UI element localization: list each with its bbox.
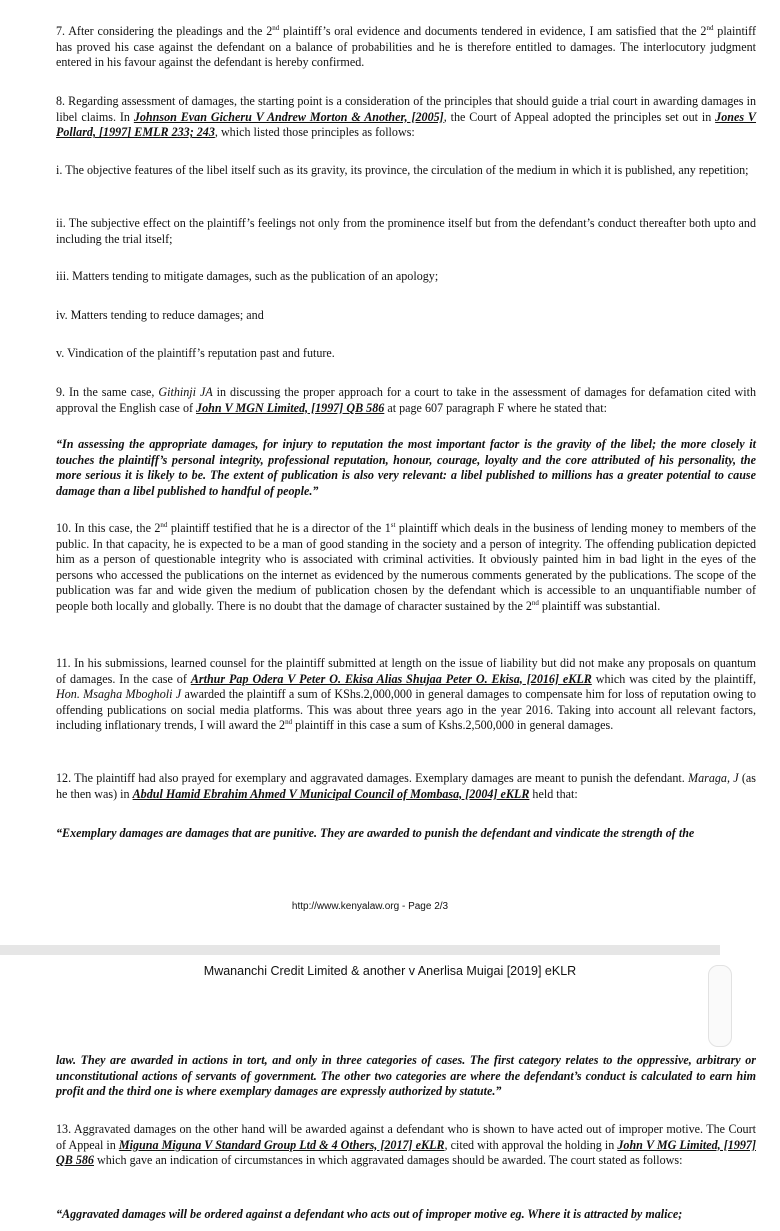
para-9: 9. In the same case, Githinji JA in discussing the proper approach for a court to take in the assessment of damages for defamation cited with approval the English case of John V MGN Limited, [1997] QB 586 at page 607 paragraph F where he stated that: [56,385,756,415]
document-page-3 [0,955,756,1231]
quote-aggravated-damages: “Aggravated damages will be ordered against a defendant who acts out of improper motive eg. Where it is attracted by malice; [56,1207,683,1221]
page-separator [0,945,720,955]
para-8: 8. Regarding assessment of damages, the starting point is a consideration of the principles that should guide a trial court in awarding damages in libel claims. In Johnson Evan Gicheru V Andrew Morton & Another, [2005], the Court of Appeal adopted the principles set out in Jones V Pollard, [1997] EMLR 233; 243, which listed those principles as follows: [56,94,757,140]
footer-page-number: Page 2/3 [408,901,449,912]
footer-url[interactable]: http://www.kenyalaw.org [291,901,400,912]
principle-item-iv: iv. Matters tending to reduce damages; and [56,308,264,322]
principle-item-v: v. Vindication of the plaintiff’s reputation past and future. [56,346,335,360]
principle-item-iii: iii. Matters tending to mitigate damages, such as the publication of an apology; [56,269,439,283]
case-link-john-v-mgn[interactable]: John V MGN Limited, [1997] QB 586 [196,400,385,415]
case-link-john-v-mg[interactable]: John V MG Limited, [1997] QB 586 [56,1137,756,1168]
case-link-arthur-pap-odera[interactable]: Arthur Pap Odera V Peter O. Ekisa Alias Shujaa Peter O. Ekisa, [2016] eKLR [190,671,592,686]
case-link-abdul-hamid-v-mombasa[interactable]: Abdul Hamid Ebrahim Ahmed V Municipal Council of Mombasa, [2004] eKLR [132,786,530,801]
case-link-jones-v-pollard[interactable]: Jones V Pollard, [1997] EMLR 233; 243 [56,109,757,140]
quote-john-v-mgn: “In assessing the appropriate damages, for injury to reputation the most important factor is the gravity of the libel; the more closely it touches the plaintiff’s personal integrity, professional reputation, honour, courage, loyalty and the core attributed of his personality, the more serious it is likely to be. The extent of publication is also very relevant: a libel published to millions has a greater potential to cause damage than a libel published to handful of people.” [56,437,756,498]
para-12: 12. The plaintiff had also prayed for exemplary and aggravated damages. Exemplary damages are meant to punish the defendant. Maraga, J (as he then was) in Abdul Hamid Ebrahim Ahmed V Municipal Council of Mombasa, [2004] eKLR held that: [56,771,757,801]
para-13: 13. Aggravated damages on the other hand will be awarded against a defendant who is shown to have acted out of improper motive. The Court of Appeal in Miguna Miguna V Standard Group Ltd & 4 Others, [2017] eKLR, cited with approval the holding in John V MG Limited, [1997] QB 586 which gave an indication of circumstances in which aggravated damages should be awarded. The court stated as follows: [56,1122,756,1168]
case-link-miguna-v-standard[interactable]: Miguna Miguna V Standard Group Ltd & 4 Others, [2017] eKLR [118,1137,445,1152]
case-link-johnson-v-morton[interactable]: Johnson Evan Gicheru V Andrew Morton & Another, [2005] [133,109,444,124]
para-11: 11. In his submissions, learned counsel for the plaintiff submitted at length on the issue of liability but did not make any proposals on quantum of damages. In the case of Arthur Pap Odera V Peter O. Ekisa Alias Shujaa Peter O. Ekisa, [2016] eKLR which was cited by the plaintiff, Hon. Msagha Mbogholi J awarded the plaintiff a sum of KShs.2,000,000 in general damages to compensate him for loss of reputation owing to offending publications on social media platforms. This was about three years ago in the year 2016. Taking into account all relevant factors, including inflationary trends, I will award the 2nd plaintiff in this case a sum of Kshs.2,500,000 in general damages. [56,656,756,733]
quote-exemplary-continued: law. They are awarded in actions in tort, and only in three categories of cases. The first category relates to the oppressive, arbitrary or unconstitutional actions of servants of government. The other two categories are where the defendant’s conduct is calculated to earn him profit and the third one is where exemplary damages are expressly authorized by statute.” [56,1053,756,1099]
para-10: 10. In this case, the 2nd plaintiff testified that he is a director of the 1st plaintiff which deals in the business of lending money to members of the public. In that capacity, he is expected to be a man of good standing in the society and a person of integrity. The offending publication depicted him as a person of questionable integrity who is associated with criminal activities. It obviously painted him in bad light in the eyes of the persons who accessed the publications on the internet as evidenced by the numerous comments generated by the publications. The scope of the publication was far and wide given the medium of publication chosen by the defendant which is accessible to an unquantifiable number of people both locally and globally. There is no doubt that the damage of character sustained by the 2nd plaintiff was substantial. [56,520,756,613]
principle-item-i: i. The objective features of the libel itself such as its gravity, its province, the circulation of the medium in which it is published, any repetition; [56,163,749,177]
para-7: 7. After considering the pleadings and the 2nd plaintiff’s oral evidence and documents tendered in evidence, I am satisfied that the 2nd plaintiff has proved his case against the defendant on a balance of probabilities and he is therefore entitled to damages. The interlocutory judgment entered in his favour against the defendant is hereby confirmed. [56,23,757,70]
page-header-title: Mwananchi Credit Limited & another v Anerlisa Muigai [2019] eKLR [203,964,577,978]
page-footer: http://www.kenyalaw.org - Page 2/3 [291,901,449,912]
quote-exemplary-damages: “Exemplary damages are damages that are punitive. They are awarded to punish the defendant and vindicate the strength of the [56,826,695,840]
principle-item-ii: ii. The subjective effect on the plaintiff’s feelings not only from the prominence itself but from the defendant’s conduct thereafter both upto and including the trial itself; [56,216,756,246]
